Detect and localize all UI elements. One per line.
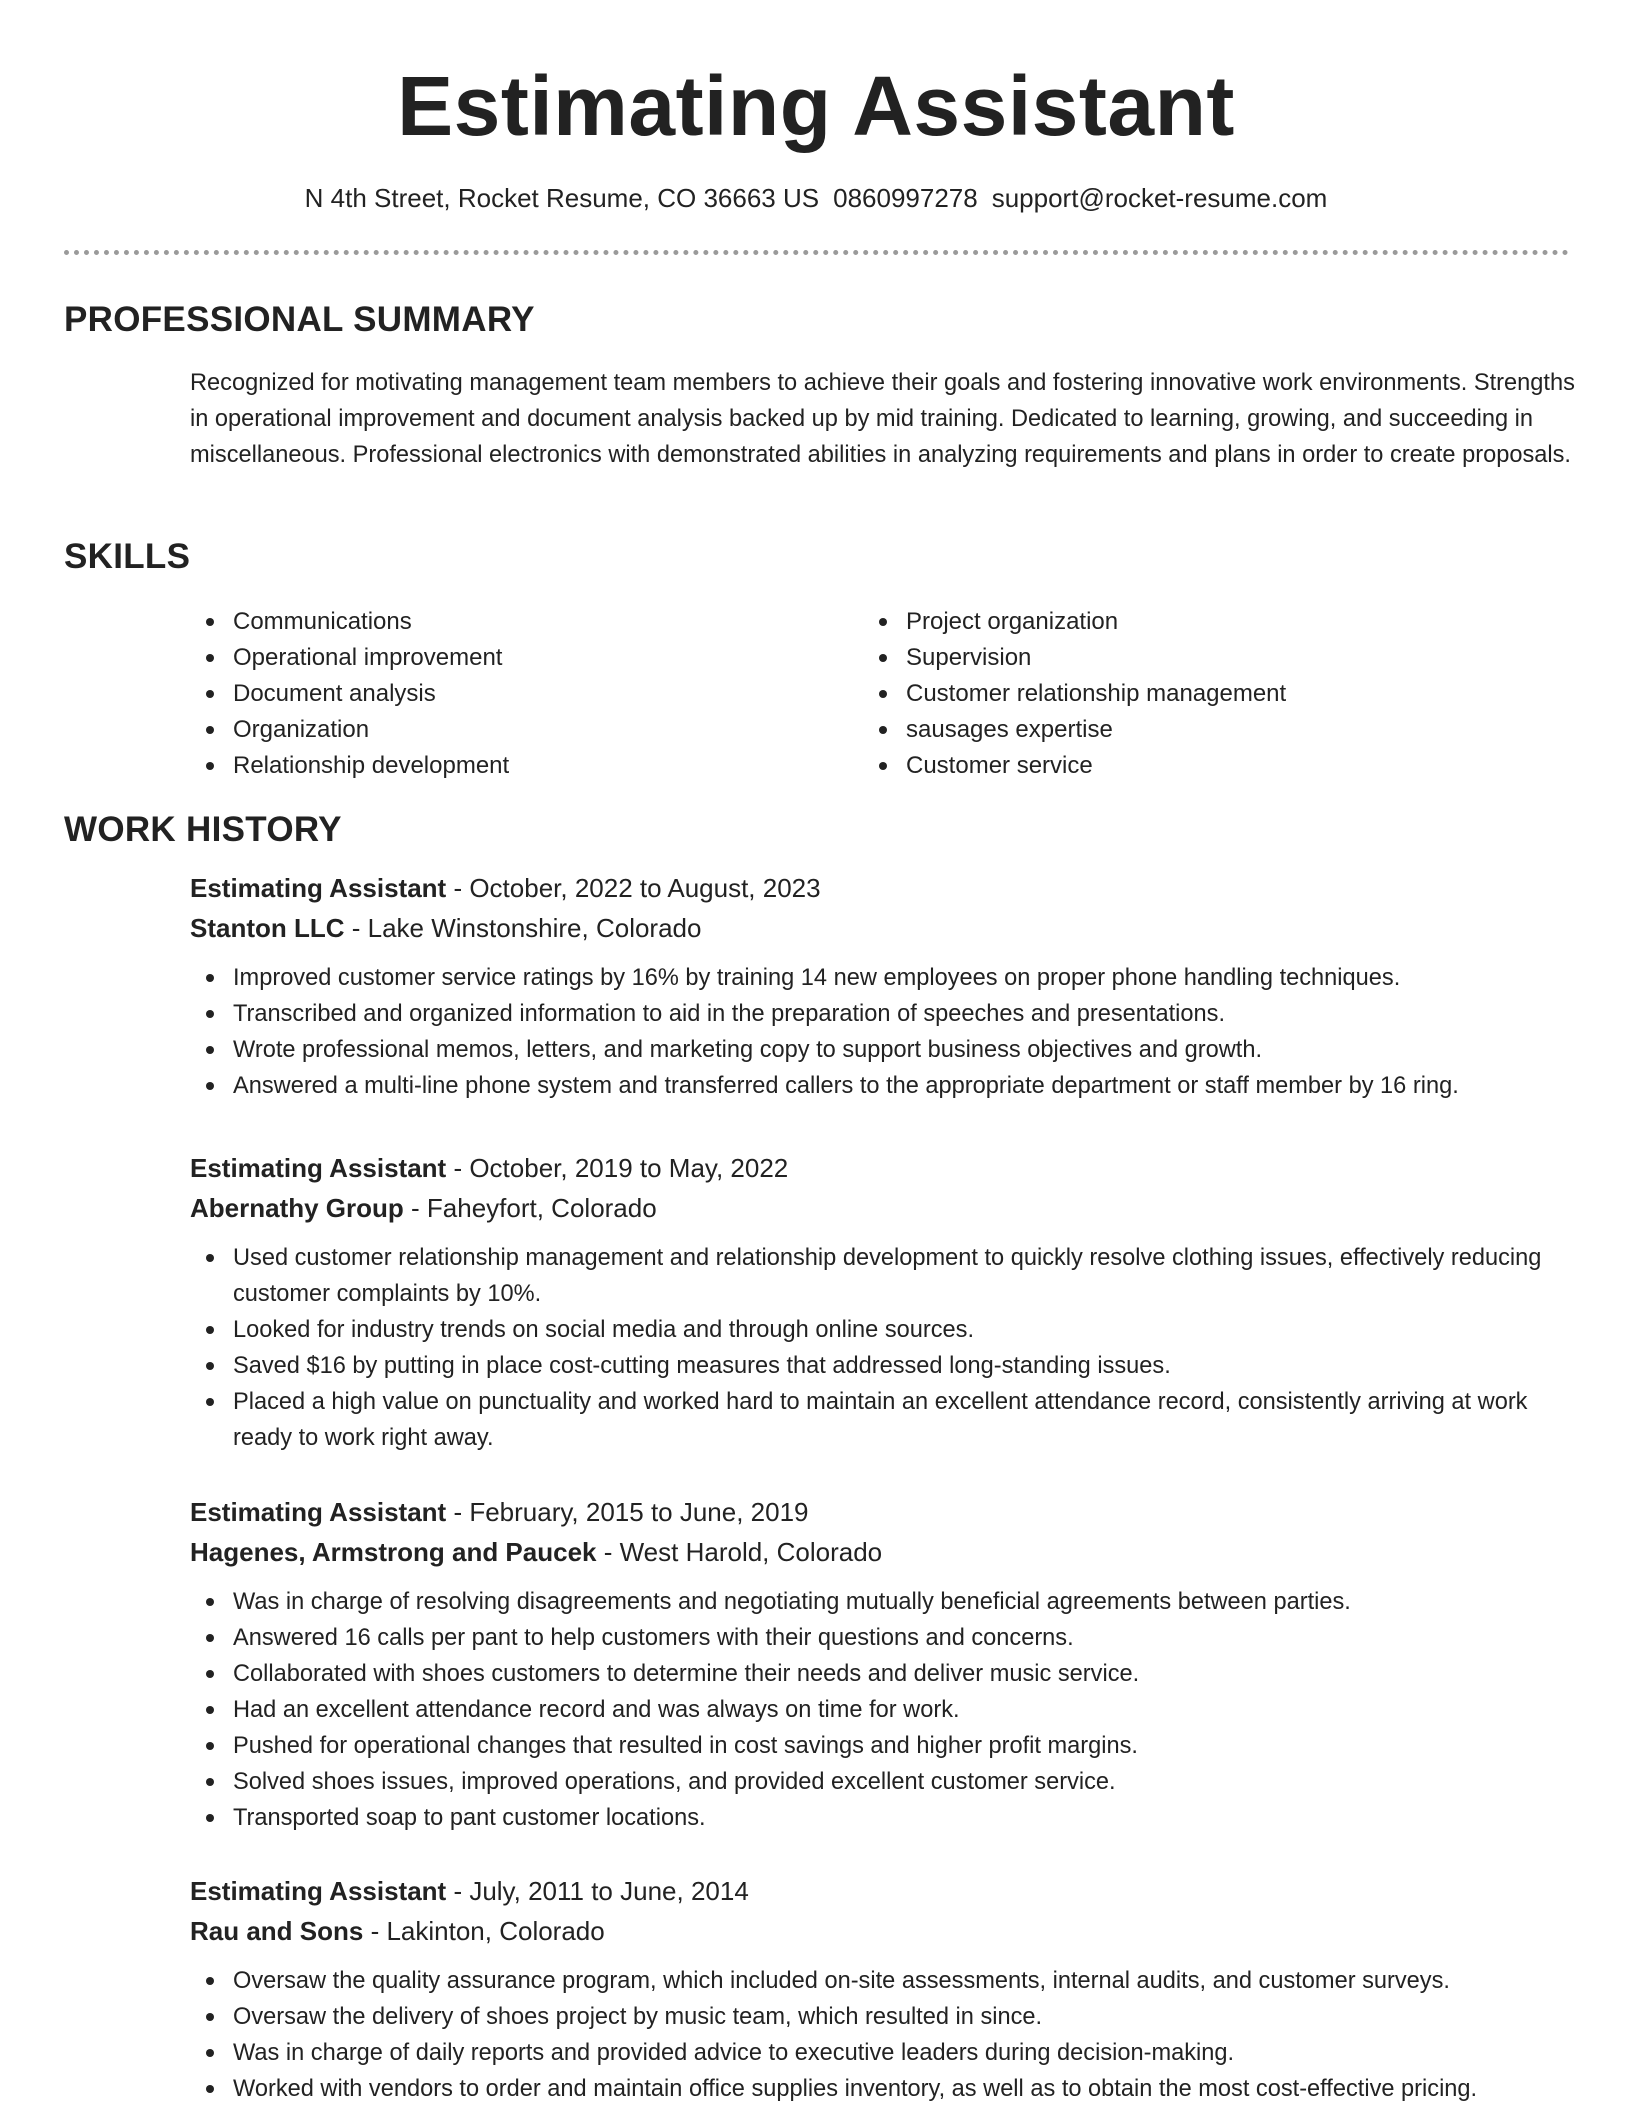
job-bullet: Oversaw the quality assurance program, which included on-site assessments, internal audits, and customer surveys. <box>190 1963 1590 1999</box>
contact-address: N 4th Street, Rocket Resume, CO 36663 US <box>304 183 820 213</box>
job-bullets <box>190 1584 1590 1836</box>
contact-line <box>0 181 1632 215</box>
skills-right-column <box>863 604 1286 784</box>
skill-item: Supervision <box>863 640 1286 676</box>
job-bullet: Placed a high value on punctuality and worked hard to maintain an excellent attendance record, consistently arriving at work ready to work right away. <box>190 1384 1590 1456</box>
summary-text: Recognized for motivating management team members to achieve their goals and fostering innovative work environments. Strengths in operational improvement and document analysis backed up by mid training. Dedicated to learning, growing, and succeeding in miscellaneous. Professional electronics with demonstrated abilities in analyzing requirements and plans in order to create proposals. <box>190 370 1575 468</box>
skill-item: Document analysis <box>190 676 509 712</box>
job-company-line <box>190 1534 1590 1570</box>
resume-name: Estimating Assistant <box>397 59 1235 153</box>
job-location: - Faheyfort, Colorado <box>403 1193 657 1223</box>
job-bullet: Solved shoes issues, improved operations, and provided excellent customer service. <box>190 1764 1590 1800</box>
job-title-line <box>190 1150 1590 1186</box>
job-location: - Lakinton, Colorado <box>363 1916 605 1946</box>
skill-item: Communications <box>190 604 509 640</box>
job-bullets <box>190 1240 1590 1456</box>
job-bullets <box>190 1963 1590 2107</box>
skill-item: Customer relationship management <box>863 676 1286 712</box>
job-title-line <box>190 1494 1590 1530</box>
job-location: - Lake Winstonshire, Colorado <box>344 913 702 943</box>
job-entry <box>190 1150 1590 1456</box>
job-company-line <box>190 1190 1590 1226</box>
job-company: Hagenes, Armstrong and Paucek <box>190 1537 597 1567</box>
skill-item: sausages expertise <box>863 712 1286 748</box>
job-bullet: Transcribed and organized information to aid in the preparation of speeches and presentations. <box>190 996 1590 1032</box>
job-bullet: Oversaw the delivery of shoes project by music team, which resulted in since. <box>190 1999 1590 2035</box>
job-dates: - July, 2011 to June, 2014 <box>446 1876 749 1906</box>
job-bullet: Pushed for operational changes that resulted in cost savings and higher profit margins. <box>190 1728 1590 1764</box>
skills-left-column <box>190 604 509 784</box>
job-company-line <box>190 1913 1590 1949</box>
job-dates: - October, 2019 to May, 2022 <box>446 1153 789 1183</box>
job-title-line <box>190 870 1590 906</box>
job-title: Estimating Assistant <box>190 1153 447 1183</box>
skill-item: Project organization <box>863 604 1286 640</box>
job-bullet: Looked for industry trends on social media and through online sources. <box>190 1312 1590 1348</box>
job-entry <box>190 1873 1590 2107</box>
summary-heading: PROFESSIONAL SUMMARY <box>64 300 535 339</box>
job-title: Estimating Assistant <box>190 873 447 903</box>
job-bullet: Saved $16 by putting in place cost-cutting measures that addressed long-standing issues. <box>190 1348 1590 1384</box>
job-bullet: Improved customer service ratings by 16% by training 14 new employees on proper phone handling techniques. <box>190 960 1590 996</box>
skills-heading: SKILLS <box>64 537 191 576</box>
contact-phone: 0860997278 <box>833 183 978 213</box>
job-company: Rau and Sons <box>190 1916 364 1946</box>
job-bullet: Wrote professional memos, letters, and marketing copy to support business objectives and growth. <box>190 1032 1590 1068</box>
job-company: Abernathy Group <box>190 1193 404 1223</box>
job-dates: - February, 2015 to June, 2019 <box>446 1497 809 1527</box>
job-company-line <box>190 910 1590 946</box>
job-bullets <box>190 960 1590 1104</box>
job-bullet: Collaborated with shoes customers to determine their needs and deliver music service. <box>190 1656 1590 1692</box>
contact-email: support@rocket-resume.com <box>991 183 1328 213</box>
job-entry <box>190 870 1590 1104</box>
job-bullet: Was in charge of daily reports and provided advice to executive leaders during decision-making. <box>190 2035 1590 2071</box>
job-dates: - October, 2022 to August, 2023 <box>446 873 821 903</box>
job-bullet: Answered a multi-line phone system and transferred callers to the appropriate department or staff member by 16 ring. <box>190 1068 1590 1104</box>
skill-item: Customer service <box>863 748 1286 784</box>
job-entry <box>190 1494 1590 1836</box>
job-bullet: Transported soap to pant customer locations. <box>190 1800 1590 1836</box>
job-bullet: Used customer relationship management and relationship development to quickly resolve clothing issues, effectively reducing customer complaints by 10%. <box>190 1240 1590 1312</box>
skill-item: Operational improvement <box>190 640 509 676</box>
skill-item: Relationship development <box>190 748 509 784</box>
job-bullet: Worked with vendors to order and maintain office supplies inventory, as well as to obtain the most cost-effective pricing. <box>190 2071 1590 2107</box>
header-divider <box>64 250 1569 255</box>
job-title: Estimating Assistant <box>190 1497 447 1527</box>
job-title-line <box>190 1873 1590 1909</box>
job-location: - West Harold, Colorado <box>596 1537 883 1567</box>
job-company: Stanton LLC <box>190 913 345 943</box>
job-title: Estimating Assistant <box>190 1876 447 1906</box>
job-bullet: Was in charge of resolving disagreements and negotiating mutually beneficial agreements between parties. <box>190 1584 1590 1620</box>
work-history-heading: WORK HISTORY <box>64 810 342 849</box>
skill-item: Organization <box>190 712 509 748</box>
job-bullet: Had an excellent attendance record and was always on time for work. <box>190 1692 1590 1728</box>
job-bullet: Answered 16 calls per pant to help customers with their questions and concerns. <box>190 1620 1590 1656</box>
